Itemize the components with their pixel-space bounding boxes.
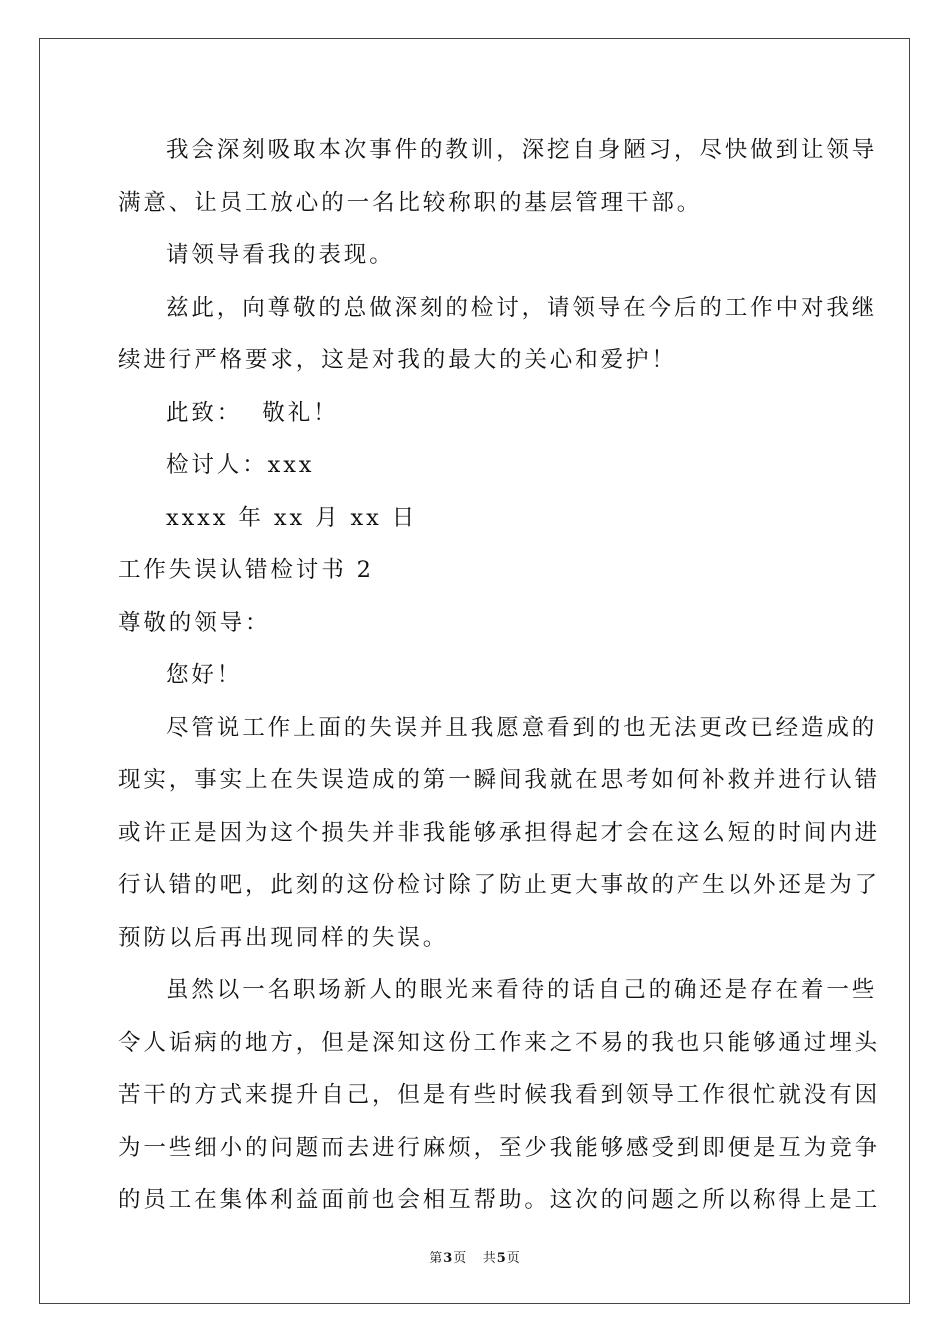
total-page-number: 5: [496, 1251, 507, 1266]
greeting-hello: 您好！: [166, 662, 243, 688]
greeting-line: 尊敬的领导：: [118, 609, 271, 636]
current-page-number: 3: [443, 1251, 454, 1266]
closing-salutation: 此致： 敬礼！: [166, 399, 339, 426]
document-body: [118, 130, 881, 1233]
paragraph-line: 续进行严格要求，这是对我的最大的关心和爱护！: [118, 347, 677, 373]
signature-line: 检讨人：xxx: [166, 452, 315, 478]
paragraph-line: 现实，事实上在失误造成的第一瞬间我就在思考如何补救并进行认错: [118, 767, 881, 793]
paragraph-line: 满意、让员工放心的一名比较称职的基层管理干部。: [118, 189, 703, 216]
paragraph-line: 预防以后再出现同样的失误。: [118, 924, 449, 951]
paragraph-line: 虽然以一名职场新人的眼光来看待的话自己的确还是存在着一些: [166, 977, 878, 1003]
paragraph-line: 我会深刻吸取本次事件的教训，深挖自身陋习，尽快做到让领导: [166, 137, 878, 163]
paragraph-line: 行认错的吧，此刻的这份检讨除了防止更大事故的产生以外还是为了: [118, 872, 881, 898]
paragraph-line: 令人诟病的地方，但是深知这份工作来之不易的我也只能够通过埋头: [118, 1029, 881, 1056]
paragraph-line: 的员工在集体利益面前也会相互帮助。这次的问题之所以称得上是工: [118, 1187, 881, 1213]
paragraph-line: 苦干的方式来提升自己，但是有些时候我看到领导工作很忙就没有因: [118, 1082, 881, 1108]
date-line: xxxx 年 xx 月 xx 日: [166, 504, 418, 531]
footer-suffix: 页: [506, 1251, 521, 1266]
paragraph-line: 兹此，向尊敬的总做深刻的检讨，请领导在今后的工作中对我继: [166, 294, 878, 321]
footer-prefix: 第: [429, 1251, 444, 1266]
section-title: 工作失误认错检讨书 2: [118, 557, 374, 583]
paragraph-line: 尽管说工作上面的失误并且我愿意看到的也无法更改已经造成的: [166, 714, 878, 741]
paragraph-line: 或许正是因为这个损失并非我能够承担得起才会在这么短的时间内进: [118, 819, 881, 846]
paragraph-line: 请领导看我的表现。: [166, 242, 395, 268]
page-number-footer: [0, 1247, 950, 1266]
footer-mid: 页 共: [453, 1251, 497, 1266]
paragraph-line: 为一些细小的问题而去进行麻烦，至少我能够感受到即便是互为竞争: [118, 1134, 881, 1161]
